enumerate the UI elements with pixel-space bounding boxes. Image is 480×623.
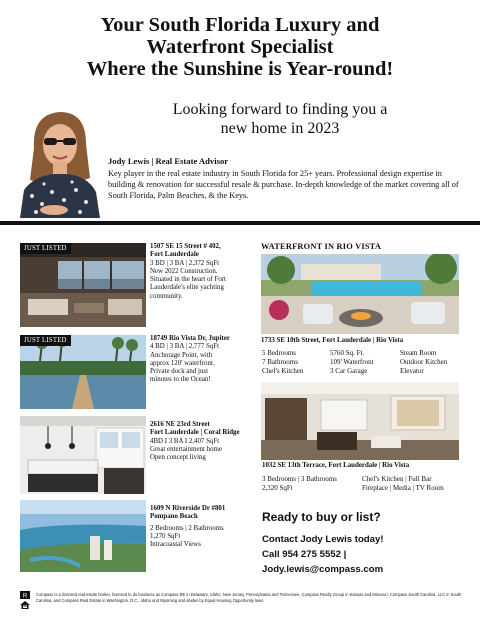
listing-4-desc-1: 1,270 SqFt	[150, 532, 181, 540]
feature-waterfront: 109' Waterfront	[330, 358, 374, 366]
equal-housing-icon	[20, 601, 30, 609]
subhead	[110, 100, 450, 138]
headline	[0, 14, 480, 80]
listing-2-desc-4: minutes to the Ocean!	[150, 376, 211, 384]
waterfront-home-2-address-wrap	[262, 462, 472, 470]
listing-2-desc-2: approx 120' waterfront.	[150, 359, 215, 367]
headline-line-2: Waterfront Specialist	[146, 36, 334, 58]
listing-3-city: Fort Lauderdale | Coral Ridge	[150, 429, 240, 437]
subhead-line-2: new home in 2023	[220, 120, 340, 137]
listing-1-desc-4: community.	[150, 292, 183, 300]
agent-name: Jody Lewis | Real Estate Advisor	[108, 156, 229, 166]
cta-phone[interactable]: Call 954 275 5552 |	[262, 549, 347, 560]
call-to-action	[262, 510, 472, 577]
feature-outdoor-kitchen: Outdoor Kitchen	[400, 358, 448, 366]
waterfront-section-title: WATERFRONT IN RIO VISTA	[261, 242, 382, 251]
svg-text:R: R	[22, 593, 28, 599]
listing-1-specs: 3 BD | 3 BA | 2,372 SqFt	[150, 259, 219, 267]
feature-elevator: Elevator	[400, 367, 424, 375]
listing-2-text	[150, 335, 260, 385]
listing-4-desc-2: Intracoastal Views	[150, 541, 201, 549]
listing-3-address: 2616 NE 23rd Street	[150, 421, 210, 428]
listing-2-specs: 4 BD | 3 BA | 2,777 SqFt	[150, 343, 219, 351]
agent-photo	[14, 100, 104, 218]
subhead-line-1: Looking forward to finding you a	[172, 101, 388, 118]
waterfront-home-1-features	[262, 349, 472, 376]
feature-beds-baths: 3 Bedrooms | 3 Bathrooms	[262, 475, 337, 483]
waterfront-home-1-address-wrap	[261, 337, 471, 345]
waterfront-home-1-photo	[261, 254, 459, 334]
feature-sqft-2: 2,320 SqFt	[262, 484, 293, 492]
feature-fireplace-media: Fireplace | Media | TV Room	[362, 484, 444, 492]
listing-3-specs: 4BD I 3 BA I 2,407 SqFt	[150, 437, 220, 445]
section-divider	[0, 221, 480, 225]
listing-3-text	[150, 421, 260, 462]
cta-contact: Contact Jody Lewis today!	[262, 534, 384, 545]
feature-sqft: 5760 Sq. Ft.	[330, 349, 365, 357]
listing-1-desc-1: New 2022 Construction.	[150, 267, 218, 275]
feature-kitchen-bar: Chef's Kitchen | Full Bar	[362, 475, 432, 483]
listing-4-photo	[20, 500, 146, 572]
waterfront-home-1-address: 1733 SE 10th Street, Fort Lauderdale | Rio Vista	[261, 337, 404, 344]
listing-1-text	[150, 243, 260, 301]
feature-bathrooms: 7 Bathrooms	[262, 358, 298, 366]
waterfront-home-2-address: 1032 SE 13th Terrace, Fort Lauderdale | Rio Vista	[262, 462, 410, 469]
agent-bio: Key player in the real estate industry in South Florida for 25+ years. Professional design expertise in building & renovation for successful resale & purchase. In-depth knowledge of the market covering all of South Florida, Palm Beaches, & the Keys.	[108, 169, 459, 200]
listing-4-city: Pompano Beach	[150, 513, 198, 521]
cta-question: Ready to buy or list?	[262, 510, 381, 524]
feature-garage: 3 Car Garage	[330, 367, 368, 375]
listing-3-photo	[20, 416, 146, 494]
headline-line-3: Where the Sunshine is Year-round!	[86, 58, 394, 80]
listing-3-desc-2: Open concept living	[150, 454, 206, 462]
listing-4-specs: 2 Bedrooms | 2 Bathrooms	[150, 524, 224, 532]
listing-1-city: Fort Lauderdale	[150, 251, 199, 259]
realtor-icon	[20, 591, 30, 599]
footer	[0, 585, 480, 623]
listing-2-badge: JUST LISTED	[20, 335, 71, 346]
listing-1-badge: JUST LISTED	[20, 243, 71, 254]
feature-chefs-kitchen: Chef's Kitchen	[262, 367, 304, 375]
footer-disclaimer: Compass is a licensed real estate broker, licensed to do business as Compass RE in Delaware, Idaho, New Jersey, Pennsylvania and Tennessee, Compass Realty Group in Kansas and Missouri, Compass South Carolina, LLC in South Carolina, and Compass Real Estate in Washington, D.C., Idaho and Wyoming and abides by Equal Housing Opportunity laws.	[36, 592, 462, 603]
waterfront-home-2-features	[262, 475, 472, 493]
listing-2-desc-3: Private dock and just	[150, 368, 208, 376]
listing-4-address: 1609 N Riverside Dr #801	[150, 505, 226, 512]
listing-2-address: 18749 Rio Vista Dr, Jupiter	[150, 335, 230, 342]
listing-1-photo	[20, 243, 146, 327]
waterfront-home-2-photo	[261, 382, 459, 460]
listing-1-desc-3: Lauderdale's elite yachting	[150, 284, 224, 292]
feature-bedrooms: 5 Bedrooms	[262, 349, 297, 357]
cta-email[interactable]: Jody.lewis@compass.com	[262, 564, 384, 575]
feature-steam-room: Steam Room	[400, 349, 437, 357]
listing-3-desc-1: Great entertainment home	[150, 445, 222, 453]
listing-2-photo	[20, 335, 146, 409]
headline-line-1: Your South Florida Luxury and	[100, 14, 380, 36]
listing-1-address: 1507 SE 15 Street # 402,	[150, 243, 221, 250]
listing-4-text	[150, 505, 260, 549]
listing-2-desc-1: Anchorage Point, with	[150, 351, 213, 359]
listing-1-desc-2: Situated in the heart of Fort	[150, 276, 226, 284]
